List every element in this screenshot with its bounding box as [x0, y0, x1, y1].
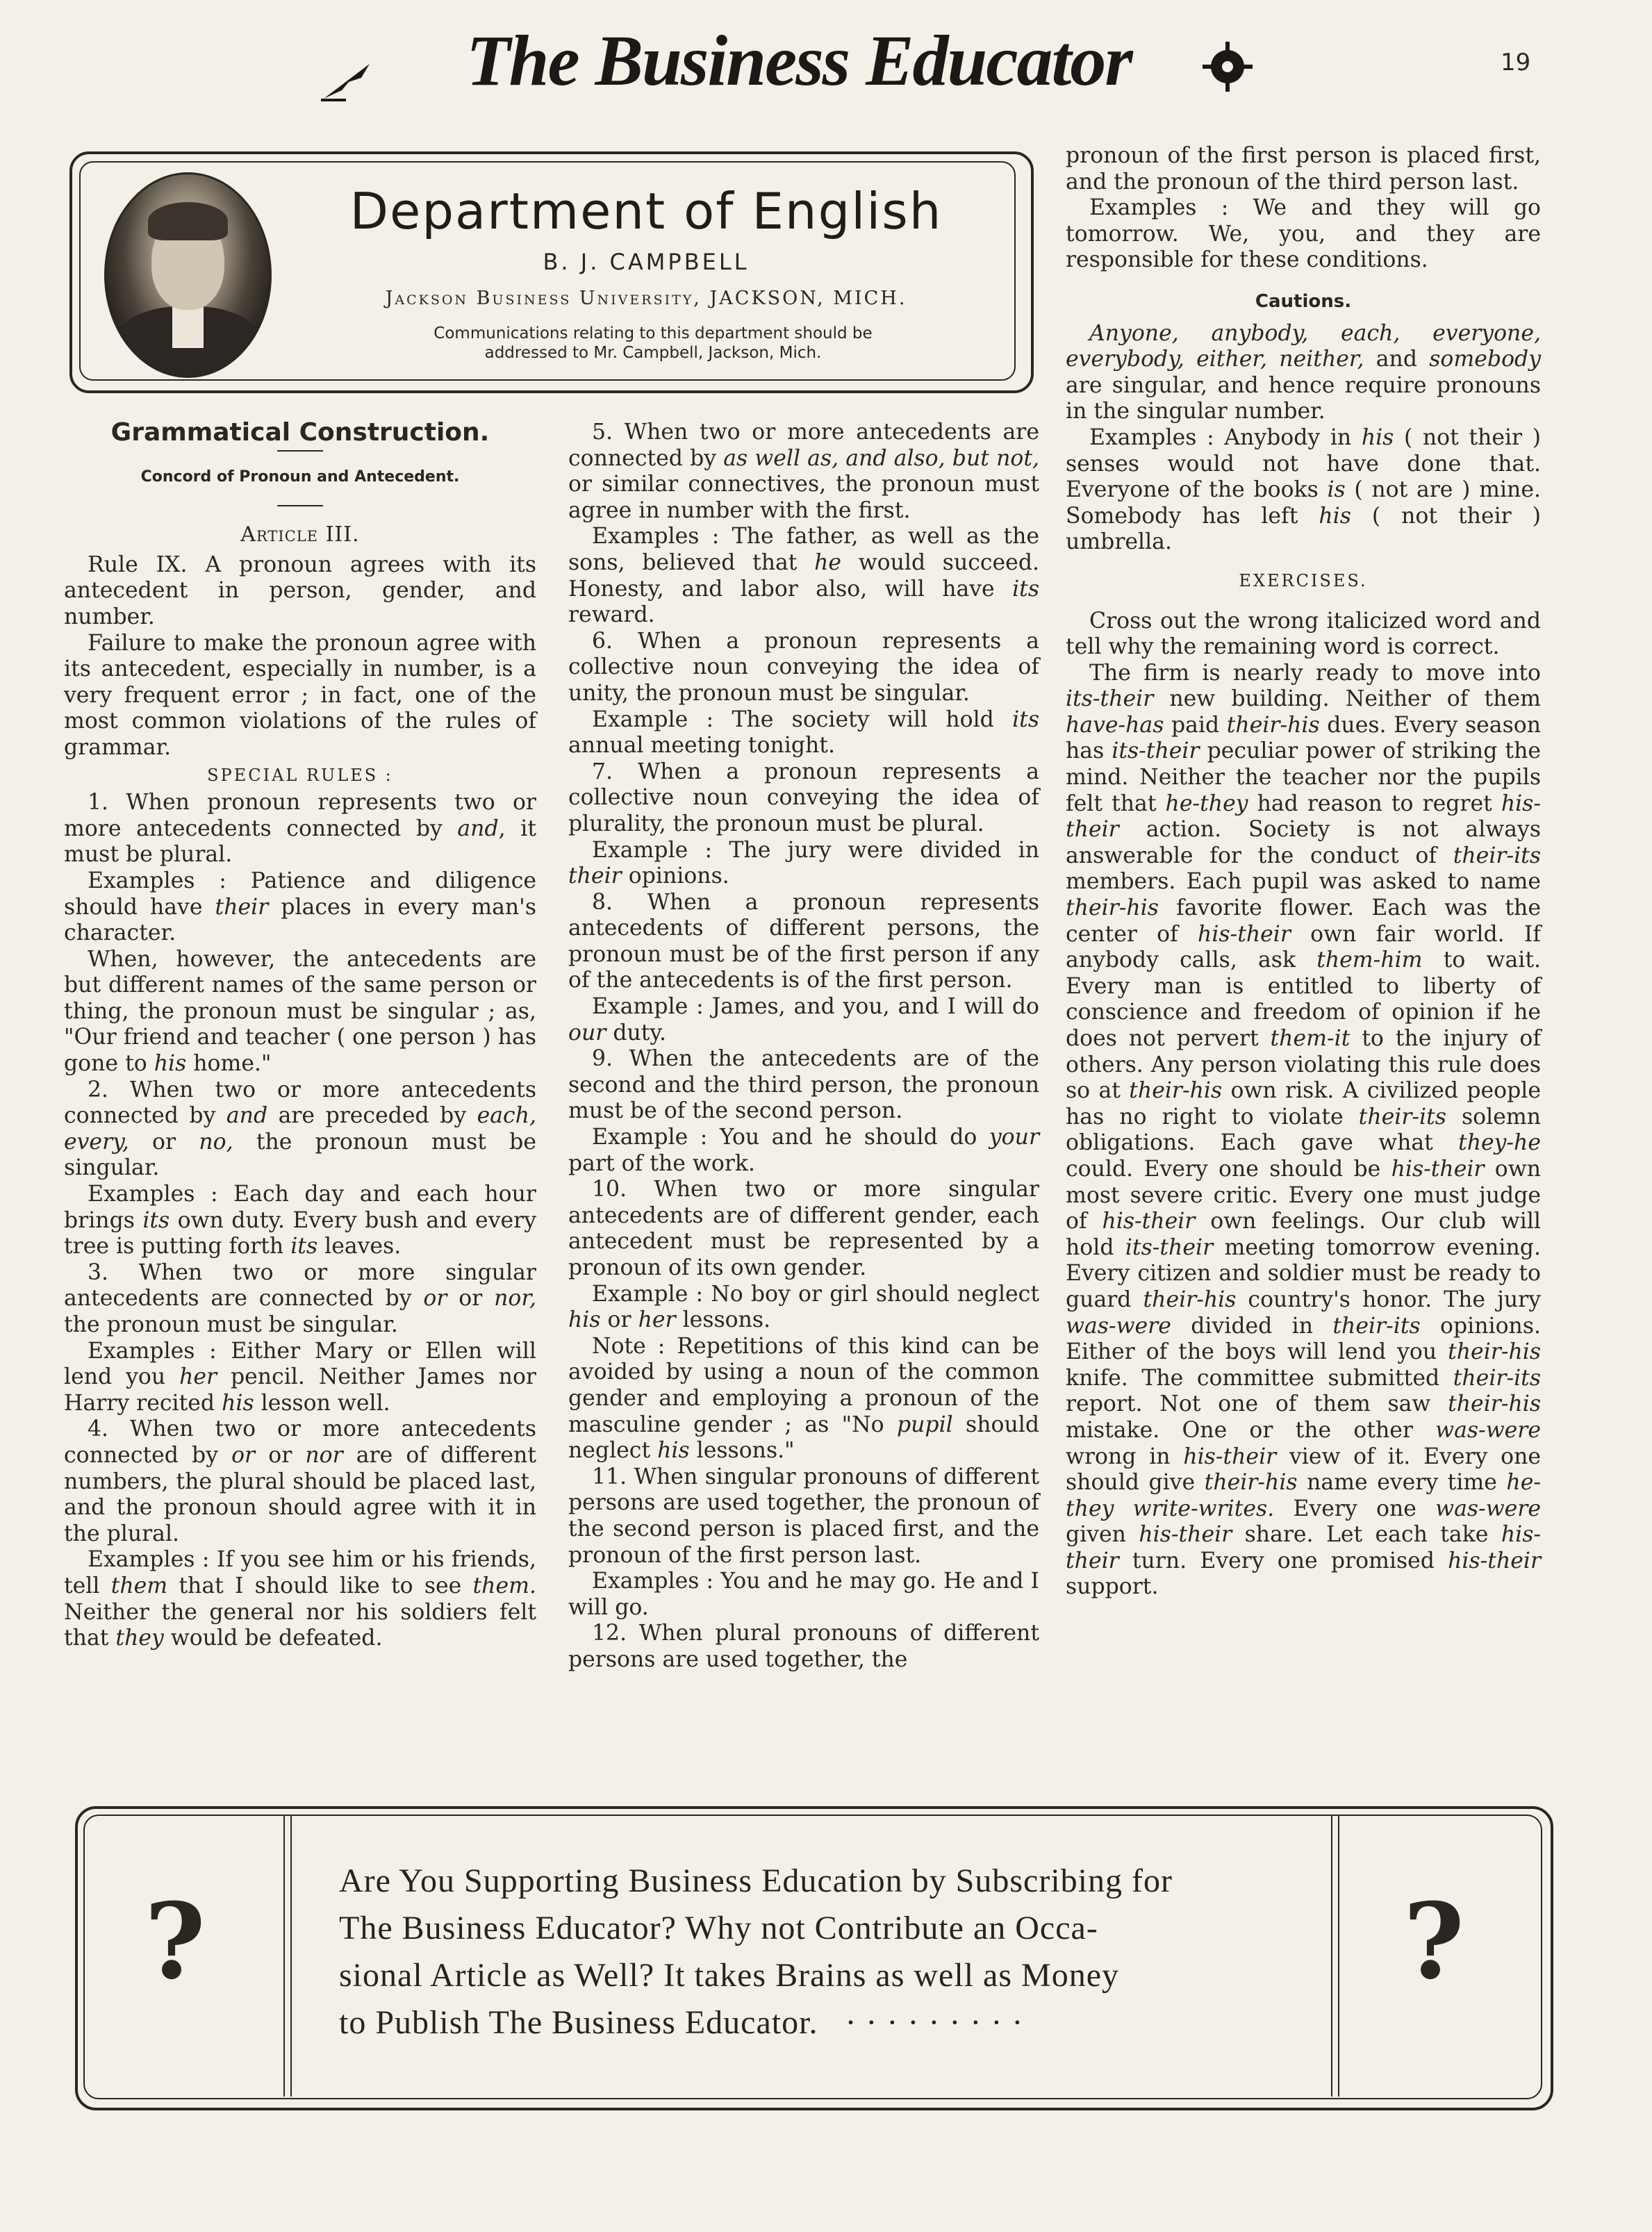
rule-10: 10. When two or more singular antecedents are of different gender, each antecedent must be represented by a pronoun of its own gender.	[568, 1177, 1039, 1280]
ad-text	[339, 1858, 1312, 2047]
department-note	[389, 324, 917, 363]
note-line-2: addressed to Mr. Campbell, Jackson, Mich.	[484, 344, 822, 362]
ad-dots: · · · · · · · · ·	[845, 2004, 1024, 2041]
paragraph: Failure to make the pronoun agree with its antecedent, especially in number, is a very frequent error ; in fact, one of the most common violations of the rules of grammar.	[64, 630, 536, 760]
example: Example : You and he should do your part of the work.	[568, 1125, 1039, 1176]
example: Examples : Patience and diligence should have their places in every man's character.	[64, 868, 536, 946]
exercise-instructions: Cross out the wrong italicized word and tell why the remaining word is correct.	[1066, 608, 1541, 660]
paragraph: pronoun of the first person is placed first, and the pronoun of the third person last.	[1066, 143, 1541, 195]
rule-ix: Rule IX. A pronoun agrees with its antecedent in person, gender, and number.	[64, 552, 536, 629]
rule-6: 6. When a pronoun represents a collective noun conveying the idea of unity, the pronoun must be singular.	[568, 628, 1039, 706]
quill-pen-icon	[321, 60, 377, 101]
paragraph: When, however, the antecedents are but different names of the same person or thing, the pronoun must be singular ; as, "Our friend and teacher ( one person ) has gone to his home."	[64, 946, 536, 1077]
exercises-heading: EXERCISES.	[1239, 570, 1368, 590]
rule-11: 11. When singular pronouns of different persons are used together, the pronoun of the second person is placed first, and the pronoun of the first person last.	[568, 1464, 1039, 1568]
divider	[277, 505, 323, 506]
example: Example : James, and you, and I will do our duty.	[568, 994, 1039, 1045]
note: Note : Repetitions of this kind can be avoided by using a noun of the common gender and employing a pronoun of the masculine gender ; as "No pupil should neglect his lessons."	[568, 1333, 1039, 1464]
page-number: 19	[1501, 49, 1531, 76]
ad-divider-left	[283, 1814, 285, 2097]
example: Example : The society will hold its annual meeting tonight.	[568, 706, 1039, 759]
column-3	[1066, 143, 1541, 1601]
exercise-paragraph: The firm is nearly ready to move into its-their new building. Neither of them have-has paid their-his dues. Every season has its-their peculiar power of striking the mind. Neither the teacher nor the pupils felt that he-they had reason to regret his-their action. Society is not always answerable for the conduct of their-its members. Each pupil was asked to name their-his favorite flower. Each was the center of his-their own fair world. If anybody calls, ask them-him to wait. Every man is entitled to liberty of conscience and freedom of opinion if he does not pervert them-it to the injury of others. Any person violating this rule does so at their-his own risk. A civilized people has no right to violate their-its solemn obligations. Each gave what they-he could. Every one should be his-their own most severe critic. Every one must judge of his-their own feelings. Our club will hold its-their meeting tomorrow evening. Every citizen and soldier must be ready to guard their-his country's honor. The jury was-were divided in their-its opinions. Either of the boys will lend you their-his knife. The committee submitted their-its report. Not one of them saw their-his mistake. One or the other was-were wrong in his-their view of it. Every one should give their-his name every time he-they write-writes. Every one was-were given his-their share. Let each take his-their turn. Every one promised his-their support.	[1066, 660, 1542, 1600]
ad-divider-right	[1331, 1814, 1332, 2097]
column-1	[64, 420, 536, 1652]
rule-8: 8. When a pronoun represents antecedents of different persons, the pronoun must be of the first person if any of the antecedents is of the first person.	[568, 889, 1039, 993]
rule-7: 7. When a pronoun represents a collective noun conveying the idea of plurality, the pronoun must be plural.	[568, 759, 1039, 836]
column-2	[568, 420, 1039, 1673]
example: Examples : You and he may go. He and I will go.	[568, 1569, 1039, 1620]
rule-5: 5. When two or more antecedents are connected by as well as, and also, but not, or similar connectives, the pronoun must agree in number with the first.	[568, 420, 1039, 523]
subsection-heading: Concord of Pronoun and Antecedent.	[140, 468, 460, 486]
rule-9: 9. When the antecedents are of the second and the third person, the pronoun must be of the second person.	[568, 1046, 1039, 1124]
article-heading: Article III.	[240, 522, 360, 547]
ad-divider-left	[290, 1814, 292, 2097]
ad-line-3: sional Article as Well? It takes Brains as well as Money	[339, 1957, 1119, 1994]
example: Examples : Either Mary or Ellen will lend you her pencil. Neither James nor Harry recited his lesson well.	[64, 1338, 536, 1416]
caution-paragraph: Anyone, anybody, each, everyone, everybody, either, neither, and somebody are singular, and hence require pronouns in the singular number.	[1066, 320, 1541, 424]
example: Examples : We and they will go tomorrow. We, you, and they are responsible for these conditions.	[1066, 195, 1541, 273]
author-affiliation: Jackson Business University, JACKSON, MICH.	[385, 288, 907, 309]
ad-line-4: to Publish The Business Educator. · · · · · · · · ·	[339, 2004, 1024, 2041]
question-mark-icon: ?	[144, 1880, 206, 2003]
example: Examples : If you see him or his friends, tell them that I should like to see them. Neither the general nor his soldiers felt that they would be defeated.	[64, 1547, 536, 1651]
example: Examples : The father, as well as the sons, believed that he would succeed. Honesty, and labor also, will have its reward.	[568, 524, 1040, 628]
rule-3: 3. When two or more singular antecedents are connected by or or nor, the pronoun must be singular.	[64, 1259, 536, 1337]
rule-1: 1. When pronoun represents two or more antecedents connected by and, it must be plural.	[64, 790, 536, 868]
ornament-icon	[1200, 39, 1255, 94]
cautions-heading: Cautions.	[1255, 290, 1352, 312]
example: Example : The jury were divided in their opinions.	[568, 837, 1039, 889]
example: Examples : Anybody in his ( not their ) senses would not have done that. Everyone of the books is ( not are ) mine. Somebody has left his ( not their ) umbrella.	[1066, 424, 1542, 555]
divider	[277, 450, 323, 452]
rule-2: 2. When two or more antecedents connected by and are preceded by each, every, or no, the pronoun must be singular.	[64, 1077, 536, 1181]
department-title: Department of English	[349, 182, 943, 240]
example: Examples : Each day and each hour brings its own duty. Every bush and every tree is putting forth its leaves.	[64, 1182, 536, 1259]
ad-divider-right	[1338, 1814, 1339, 2097]
masthead-title: The Business Educator	[466, 21, 1132, 101]
ad-line-2: The Business Educator? Why not Contribute an Occa-	[339, 1910, 1098, 1946]
author-portrait	[104, 172, 272, 378]
section-heading: Grammatical Construction.	[110, 418, 490, 447]
question-mark-icon: ?	[1403, 1880, 1464, 2003]
author-name: B. J. CAMPBELL	[543, 249, 750, 275]
example: Example : No boy or girl should neglect his or her lessons.	[568, 1281, 1039, 1333]
special-rules-heading: SPECIAL RULES :	[207, 765, 393, 785]
rule-12: 12. When plural pronouns of different persons are used together, the	[568, 1621, 1039, 1672]
ad-line-1: Are You Supporting Business Education by Subscribing for	[339, 1862, 1173, 1899]
note-line-1: Communications relating to this department should be	[433, 324, 873, 342]
rule-4: 4. When two or more antecedents connected by or or nor are of different numbers, the plural should be placed last, and the pronoun should agree with it in the plural.	[64, 1416, 536, 1546]
